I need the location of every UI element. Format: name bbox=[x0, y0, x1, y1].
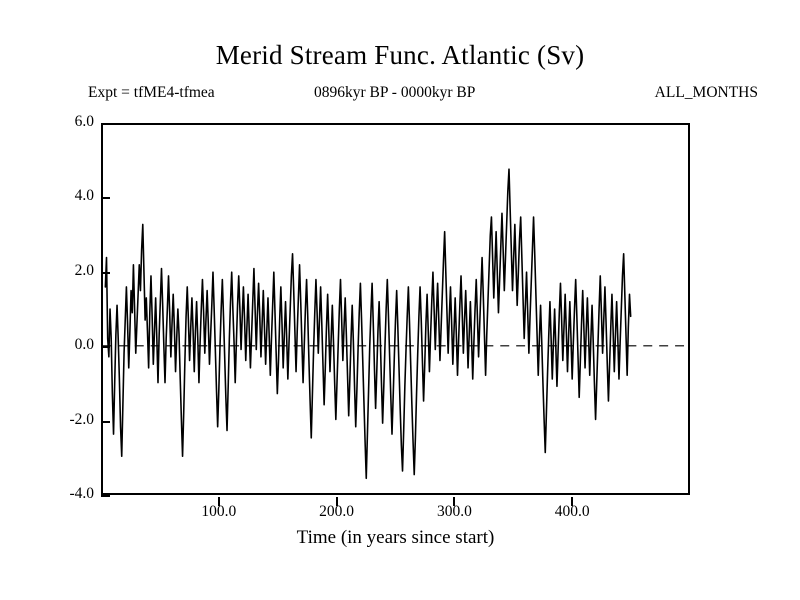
y-tick-mark bbox=[101, 123, 110, 125]
chart-title: Merid Stream Func. Atlantic (Sv) bbox=[215, 40, 585, 70]
y-tick-mark bbox=[101, 346, 110, 348]
y-tick-label: 0.0 bbox=[74, 336, 94, 354]
data-series-line bbox=[105, 169, 630, 478]
y-tick-label: 4.0 bbox=[74, 187, 94, 205]
y-tick-label: 6.0 bbox=[74, 113, 94, 130]
y-tick-label: 2.0 bbox=[74, 261, 94, 279]
y-tick-mark bbox=[101, 272, 110, 274]
y-tick-label: -4.0 bbox=[69, 485, 94, 502]
x-axis-title: Time (in years since start) bbox=[296, 527, 495, 548]
months-label: ALL_MONTHS bbox=[654, 84, 758, 101]
y-tick-mark bbox=[101, 197, 110, 199]
experiment-label: Expt = tfME4-tfmea bbox=[88, 84, 215, 101]
x-axis-tick-labels bbox=[101, 497, 690, 527]
period-label: 0896kyr BP - 0000kyr BP bbox=[314, 84, 476, 101]
y-tick-label: -2.0 bbox=[69, 410, 94, 428]
y-tick-mark bbox=[101, 495, 110, 497]
y-axis-tick-labels bbox=[40, 113, 94, 502]
plot-area bbox=[101, 123, 690, 495]
series-plot bbox=[103, 125, 688, 493]
x-tick-label: 400.0 bbox=[554, 503, 590, 520]
x-tick-label: 300.0 bbox=[436, 503, 472, 520]
x-tick-label: 100.0 bbox=[201, 503, 237, 520]
x-tick-label: 200.0 bbox=[319, 503, 355, 520]
y-tick-mark bbox=[101, 421, 110, 423]
subtitle-row bbox=[88, 84, 758, 104]
